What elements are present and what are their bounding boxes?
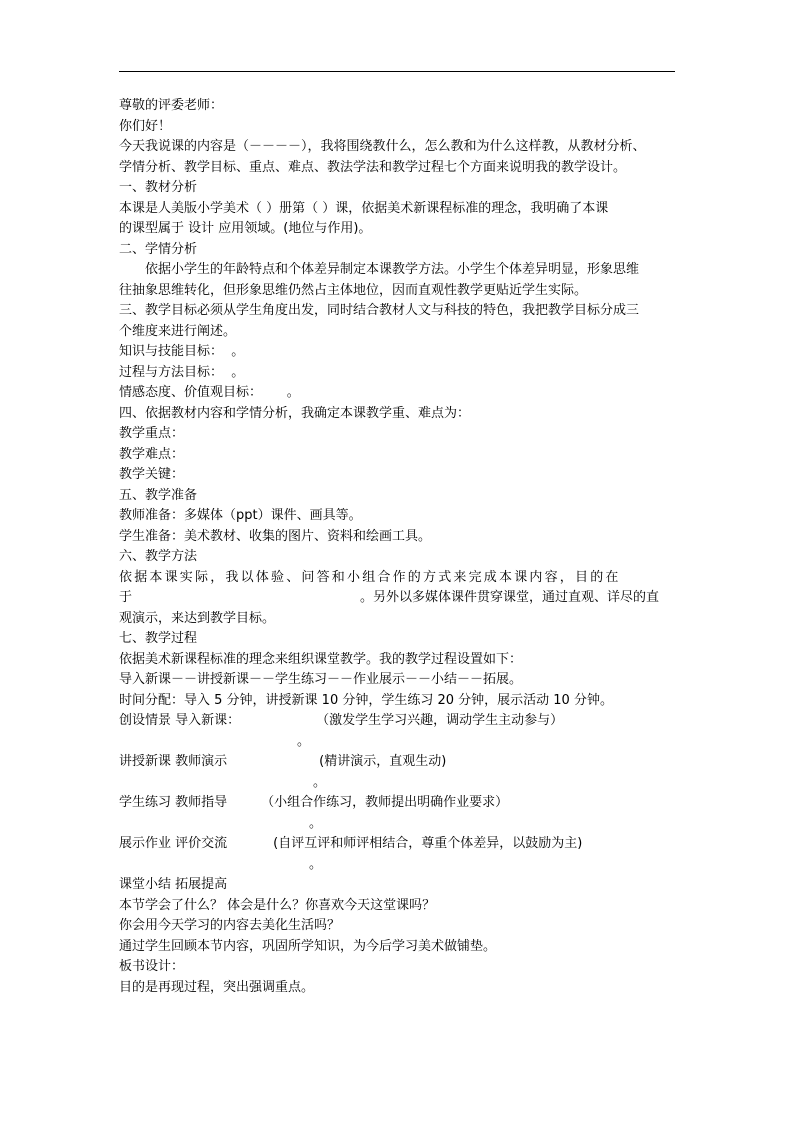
board-purpose: 目的是再现过程，突出强调重点。	[119, 979, 315, 995]
objective-knowledge: 知识与技能目标： 。	[119, 344, 245, 359]
time-allocation: 时间分配：导入 5 分钟，讲授新课 10 分钟，学生练习 20 分钟，展示活动 10 分钟。	[119, 692, 613, 708]
summary-purpose: 通过学生回顾本节内容，巩固所学知识，为今后学习美术做铺垫。	[119, 938, 497, 954]
step-show-note: (自评互评和师评相结合，尊重个体差异，以鼓励为主)	[273, 836, 583, 851]
section-heading-materials: 一、教材分析	[119, 180, 198, 195]
summary-question-1: 本节学会了什么？ 体会是什么？你喜欢今天这堂课吗？	[119, 897, 436, 913]
methods-line-2-end: 。另外以多媒体课件贯穿课堂，通过直观、详尽的直	[360, 590, 660, 605]
methods-line-1: 依据本课实际，我以体验、问答和小组合作的方式来完成本课内容，目的在	[119, 569, 621, 585]
teacher-preparation: 教师准备：多媒体（ppt）课件、画具等。	[119, 508, 362, 523]
step-intro-period	[119, 732, 681, 753]
difficult-point: 教学难点：	[119, 446, 185, 462]
greeting: 你们好！	[119, 118, 172, 134]
intro-line-1: 今天我说课的内容是（－－－－），我将围绕教什么，怎么教和为什么这样教，从教材分析、	[119, 139, 646, 154]
step-intro	[119, 711, 681, 732]
section-heading-process: 七、教学过程	[119, 631, 198, 646]
step-teach-label: 讲授新课 教师演示	[119, 754, 228, 769]
salutation: 尊敬的评委老师：	[119, 98, 224, 113]
board-design: 板书设计：	[119, 959, 185, 974]
materials-line-2: 的课型属于 设计 应用领域。(地位与作用)。	[119, 221, 372, 236]
students-line-1: 依据小学生的年龄特点和个体差异制定本课教学方法。小学生个体差异明显，形象思维	[145, 262, 640, 277]
step-practice-label: 学生练习 教师指导	[119, 795, 228, 810]
section-heading-preparation: 五、教学准备	[119, 487, 198, 503]
step-show-label: 展示作业 评价交流	[119, 836, 228, 851]
methods-line-3: 观演示，来达到教学目标。	[119, 610, 276, 626]
student-preparation: 学生准备：美术教材、收集的图片、资料和绘画工具。	[119, 528, 432, 544]
objective-attitude: 情感态度、价值观目标： 。	[119, 385, 300, 400]
summary-heading: 课堂小结 拓展提高	[119, 877, 228, 892]
header-rule	[119, 71, 675, 72]
period-mark: 。	[309, 856, 323, 872]
step-intro-label: 创设情景 导入新课：	[119, 713, 241, 728]
methods-line-2	[119, 588, 681, 609]
materials-line-1: 本课是人美版小学美术（ ）册第（ ）课，依据美术新课程标准的理念，我明确了本课	[119, 200, 609, 216]
step-teach-period	[119, 773, 681, 794]
period-mark: 。	[309, 815, 323, 831]
students-line-2: 往抽象思维转化，但形象思维仍然占主体地位，因而直观性教学更贴近学生实际。	[119, 282, 588, 298]
process-flow: 导入新课－－讲授新课－－学生练习－－作业展示－－小结－－拓展。	[119, 672, 523, 687]
step-teach-note: (精讲演示，直观生动)	[319, 754, 447, 769]
intro-line-2: 学情分析、教学目标、重点、难点、教法学法和教学过程七个方面来说明我的教学设计。	[119, 159, 627, 175]
period-mark: 。	[297, 733, 311, 749]
methods-line-2-start: 于	[119, 590, 133, 605]
step-intro-note: （激发学生学习兴趣，调动学生主动参与）	[316, 713, 564, 728]
document-body	[119, 96, 681, 998]
process-line-1: 依据美术新课程标准的理念来组织课堂教学。我的教学过程设置如下：	[119, 651, 523, 667]
objectives-line-2: 个维度来进行阐述。	[119, 323, 237, 339]
period-mark: 。	[313, 774, 327, 790]
step-show-period	[119, 855, 681, 876]
objective-process: 过程与方法目标： 。	[119, 364, 245, 380]
step-practice-note: （小组合作练习，教师提出明确作业要求）	[261, 795, 509, 810]
key-points-heading: 四、依据教材内容和学情分析，我确定本课教学重、难点为：	[119, 405, 471, 421]
critical-point: 教学关键：	[119, 467, 185, 482]
objectives-line-1: 三、教学目标必须从学生角度出发，同时结合教材人文与科技的特色，我把教学目标分成三	[119, 303, 640, 318]
step-teach	[119, 752, 681, 773]
step-show	[119, 834, 681, 855]
section-heading-methods: 六、教学方法	[119, 549, 198, 564]
step-practice-period	[119, 814, 681, 835]
step-practice	[119, 793, 681, 814]
summary-question-2: 你会用今天学习的内容去美化生活吗？	[119, 918, 341, 933]
key-point: 教学重点：	[119, 426, 185, 441]
section-heading-students: 二、学情分析	[119, 241, 198, 257]
